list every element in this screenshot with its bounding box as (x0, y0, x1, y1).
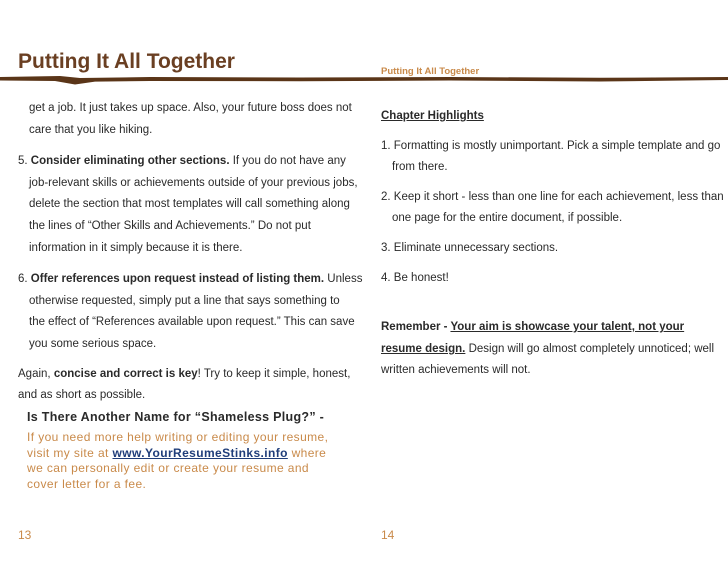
shameless-plug-box (27, 410, 357, 492)
text-line: job-relevant skills or achievements outside of your previous jobs, (29, 176, 358, 189)
text-line: care that you like hiking. (29, 123, 153, 136)
plug-heading: Is There Another Name for “Shameless Plug?” - (27, 410, 325, 424)
highlights-heading: Chapter Highlights (381, 110, 484, 122)
summary-line: Again, concise and correct is key! Try to keep it simple, honest, (18, 367, 351, 380)
remember-line: resume design. Design will go almost completely unnoticed; well (381, 342, 715, 355)
text-line: the effect of “References available upon request.” This can save (29, 316, 355, 329)
website-link[interactable]: www.YourResumeStinks.info (112, 445, 288, 460)
list-item-6: 6. Offer references upon request instead of listing them. Unless (18, 273, 363, 286)
text-line: you some serious space. (29, 337, 157, 350)
text-line: from there. (392, 161, 448, 174)
remember-line: Remember - Your aim is showcase your talent, not your (381, 321, 685, 334)
highlight-item-4: 4. Be honest! (381, 271, 449, 284)
text-line: delete the section that most templates will call something along (29, 198, 350, 211)
text-line: get a job. It just takes up space. Also, your future boss does not (29, 102, 352, 114)
remember-line: written achievements will not. (381, 364, 531, 377)
plug-line: If you need more help writing or editing your resume, (27, 430, 329, 444)
text-line: otherwise requested, simply put a line that says something to (29, 294, 340, 307)
left-page-number: 13 (18, 528, 32, 542)
text-line: one page for the entire document, if possible. (392, 212, 623, 225)
plug-line: cover letter for a fee. (27, 476, 147, 491)
list-item-5: 5. Consider eliminating other sections. If you do not have any (18, 155, 346, 168)
highlight-item-1: 1. Formatting is mostly unimportant. Pick a simple template and go (381, 139, 721, 152)
summary-line: and as short as possible. (18, 389, 146, 402)
text-line: information in it simply because it is there. (29, 241, 243, 254)
left-page-body (18, 98, 363, 407)
text-line: the lines of “Other Skills and Achievements.” Do not put (29, 219, 311, 232)
left-page-title: Putting It All Together (18, 50, 235, 73)
right-page-body (381, 106, 724, 382)
plug-line: visit my site at www.YourResumeStinks.info where (27, 445, 327, 460)
right-page-number: 14 (381, 528, 395, 542)
right-page-title: Putting It All Together (381, 66, 480, 77)
plug-line: we can personally edit or create your resume and (27, 461, 310, 475)
highlight-item-3: 3. Eliminate unnecessary sections. (381, 241, 559, 254)
highlight-item-2: 2. Keep it short - less than one line for each achievement, less than (381, 190, 724, 203)
